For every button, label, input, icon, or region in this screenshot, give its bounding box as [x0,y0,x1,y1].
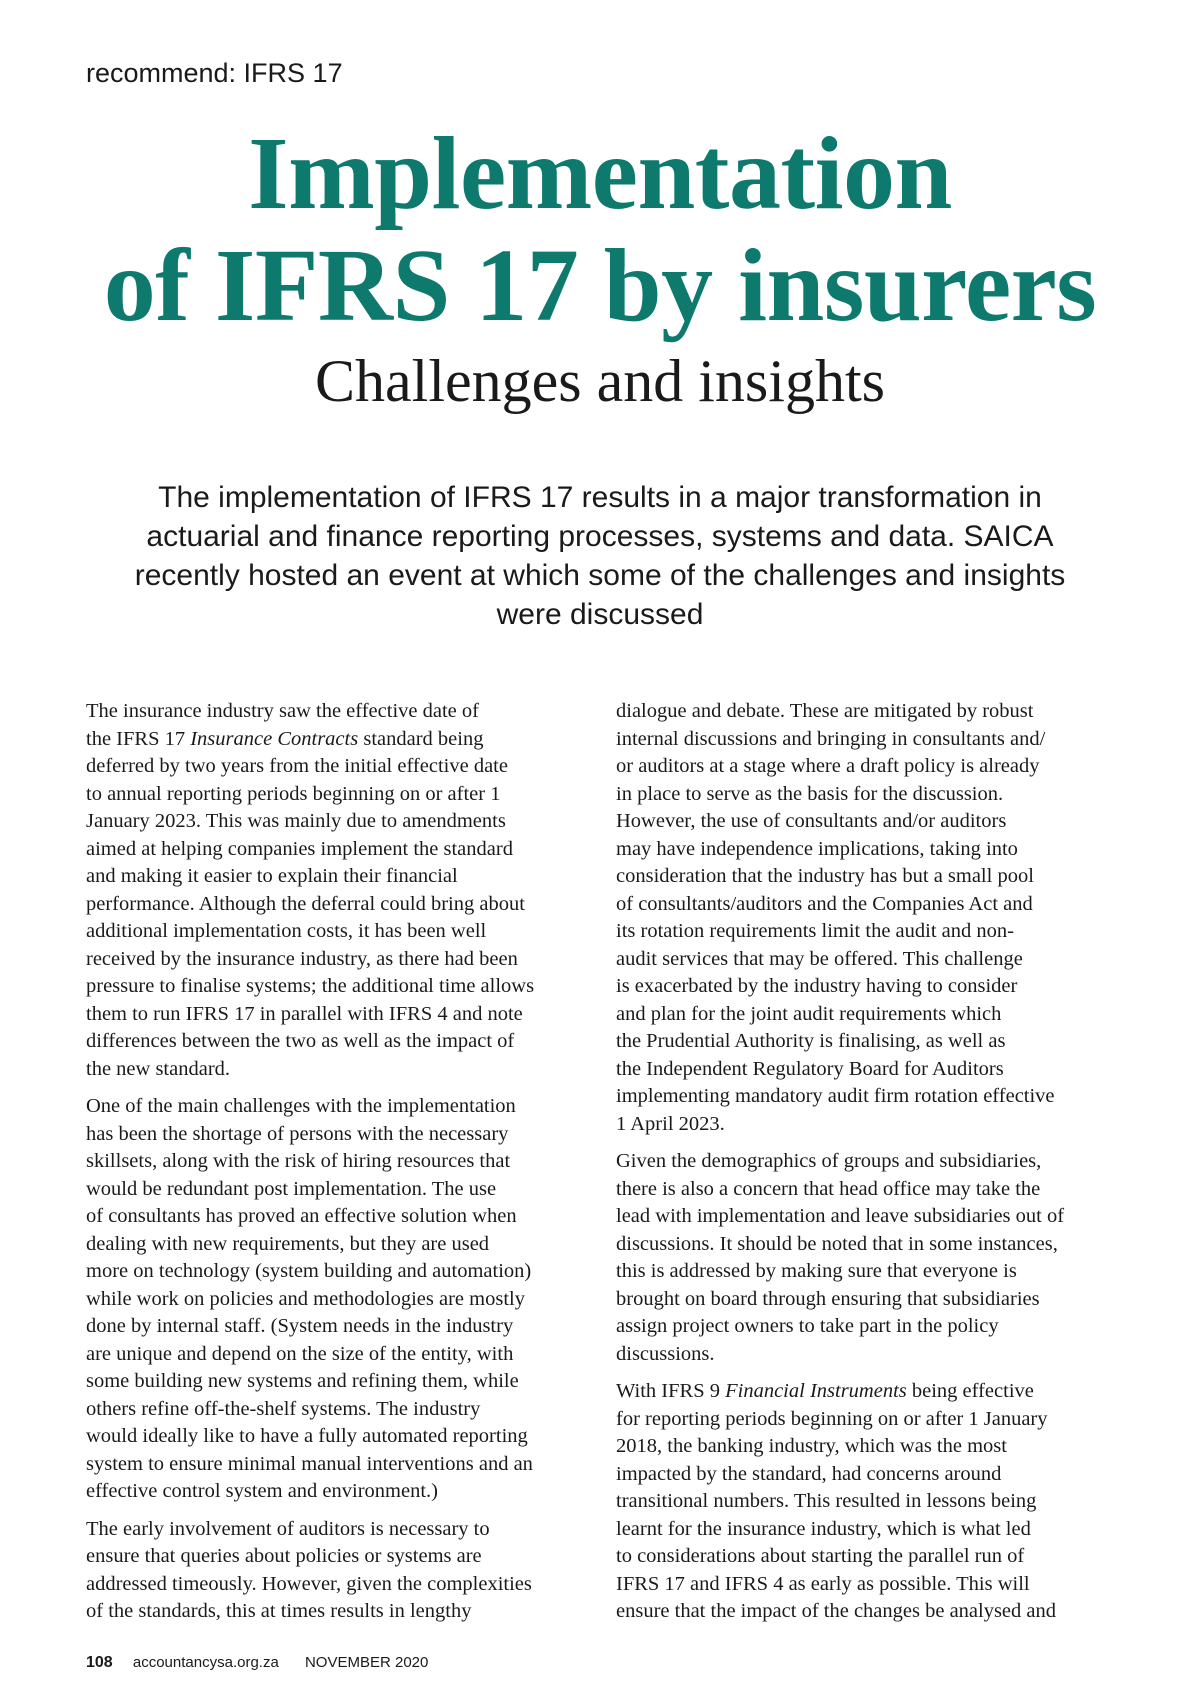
body-text-line: Given the demographics of groups and subsidiaries, [616,1150,1042,1172]
issue-date: NOVEMBER 2020 [304,1654,429,1671]
body-text-line: assign project owners to take part in the policy [616,1315,999,1337]
body-text-line: its rotation requirements limit the audit and non- [616,920,1014,942]
body-text-line: has been the shortage of persons with the necessary [86,1122,509,1145]
page-number: 108 [86,1654,113,1671]
body-text-line: the IFRS 17 Insurance Contracts standard being [86,727,484,750]
body-text-line: of the standards, this at times results in lengthy [86,1600,472,1622]
body-text-line: of consultants has proved an effective solution when [86,1205,517,1227]
body-text-line: there is also a concern that head office may take the [616,1177,1041,1200]
body-text-line: consideration that the industry has but a small pool [616,865,1034,887]
body-text-line: of consultants/auditors and the Companies Act and [616,892,1033,915]
body-text-line: IFRS 17 and IFRS 4 as early as possible. This will [616,1572,1030,1595]
body-text-line: in place to serve as the basis for the discussion. [616,782,1004,805]
body-text-line: would ideally like to have a fully automated reporting [86,1425,528,1447]
body-text-line: dealing with new requirements, but they are used [86,1232,490,1255]
subtitle: Challenges and insights [315,348,885,414]
section-tag: recommend: IFRS 17 [86,58,343,88]
body-paragraph [86,698,596,1083]
body-text-line: some building new systems and refining them, while [86,1370,519,1392]
body-text-line: learnt for the insurance industry, which is what led [616,1517,1031,1540]
body-text-line: or auditors at a stage where a draft policy is already [616,755,1040,777]
body-text-line: performance. Although the deferral could bring about [86,892,525,915]
body-text-line: to annual reporting periods beginning on or after 1 [86,782,501,805]
body-text-line: 2018, the banking industry, which was the most [616,1435,1007,1457]
body-text-line: and making it easier to explain their financial [86,865,458,887]
body-text-line: discussions. It should be noted that in some instances, [616,1232,1058,1255]
body-text-line: to considerations about starting the parallel run of [616,1545,1025,1567]
body-text-line: and plan for the joint audit requirements which [616,1002,1002,1025]
body-column-left [86,698,596,1636]
standfirst-line: The implementation of IFRS 17 results in a major transformation in [158,481,1042,514]
body-text-line: discussions. [616,1342,715,1365]
headline-line-1: Implementation [248,116,952,231]
body-text-line: others refine off-the-shelf systems. The industry [86,1397,481,1420]
body-text-line: ensure that the impact of the changes be analysed and [616,1600,1057,1622]
body-text-line: differences between the two as well as the impact of [86,1030,515,1052]
body-text-line: skillsets, along with the risk of hiring resources that [86,1150,511,1172]
body-text-line: internal discussions and bringing in consultants and/ [616,727,1046,750]
body-text-line: The insurance industry saw the effective date of [86,700,479,722]
headline-line-2: of IFRS 17 by insurers [103,228,1097,343]
body-text-line: impacted by the standard, had concerns around [616,1462,1002,1485]
body-text-line: pressure to finalise systems; the additional time allows [86,975,535,997]
body-text-line: additional implementation costs, it has been well [86,920,487,942]
body-text-line: system to ensure minimal manual interventions and an [86,1452,533,1475]
publication-title: Financial Instruments [725,1380,907,1402]
website-link[interactable]: accountancysa.org.za [132,1654,279,1671]
body-text-line: With IFRS 9 Financial Instruments being effective [616,1380,1034,1402]
standfirst-line: recently hosted an event at which some of the challenges and insights [134,559,1066,592]
body-text-line: this is addressed by making sure that everyone is [616,1260,1017,1282]
body-text-line: while work on policies and methodologies are mostly [86,1287,525,1310]
body-text-line: However, the use of consultants and/or auditors [616,810,1007,832]
body-text-line: them to run IFRS 17 in parallel with IFRS 4 and note [86,1002,523,1025]
body-paragraph [86,1093,596,1506]
body-text-line: done by internal staff. (System needs in the industry [86,1315,514,1337]
body-text-line: The early involvement of auditors is necessary to [86,1517,490,1540]
body-text-line: are unique and depend on the size of the entity, with [86,1342,514,1365]
body-text-line: 1 April 2023. [616,1112,725,1135]
body-text-line: more on technology (system building and automation) [86,1260,532,1282]
standfirst [80,478,1120,634]
standfirst-line: were discussed [496,598,704,631]
body-paragraph [86,1516,596,1626]
page-footer [86,1654,428,1672]
body-text-line: would be redundant post implementation. The use [86,1177,497,1200]
body-text-line: may have independence implications, taking into [616,837,1018,860]
body-text-line: implementing mandatory audit firm rotation effective [616,1085,1055,1107]
body-text-line: audit services that may be offered. This challenge [616,947,1023,970]
body-text-line: deferred by two years from the initial effective date [86,755,508,777]
body-text-line: brought on board through ensuring that subsidiaries [616,1287,1040,1310]
body-text-line: the new standard. [86,1057,231,1080]
body-text-line: dialogue and debate. These are mitigated by robust [616,700,1034,722]
body-text-line: lead with implementation and leave subsidiaries out of [616,1205,1065,1227]
body-text-line: received by the insurance industry, as there had been [86,947,518,970]
body-text-line: transitional numbers. This resulted in lessons being [616,1490,1037,1512]
standfirst-line: actuarial and finance reporting processes, systems and data. SAICA [146,520,1054,553]
body-text-line: is exacerbated by the industry having to consider [616,975,1018,997]
body-text-line: One of the main challenges with the implementation [86,1095,516,1117]
body-text-line: January 2023. This was mainly due to amendments [86,810,506,832]
body-text-line: aimed at helping companies implement the standard [86,837,513,860]
publication-title: Insurance Contracts [190,727,359,750]
body-text-line: the Independent Regulatory Board for Auditors [616,1057,1004,1080]
body-column-right [616,698,1136,1636]
body-text-line: the Prudential Authority is finalising, as well as [616,1030,1006,1052]
body-paragraph [616,698,1136,1138]
body-text-line: addressed timeously. However, given the complexities [86,1572,532,1595]
body-text-line: for reporting periods beginning on or after 1 January [616,1407,1048,1430]
title-block [0,118,1200,416]
body-text-line: effective control system and environment.) [86,1480,438,1502]
body-text-line: ensure that queries about policies or systems are [86,1545,482,1567]
body-paragraph [616,1148,1136,1368]
body-paragraph [616,1378,1136,1626]
